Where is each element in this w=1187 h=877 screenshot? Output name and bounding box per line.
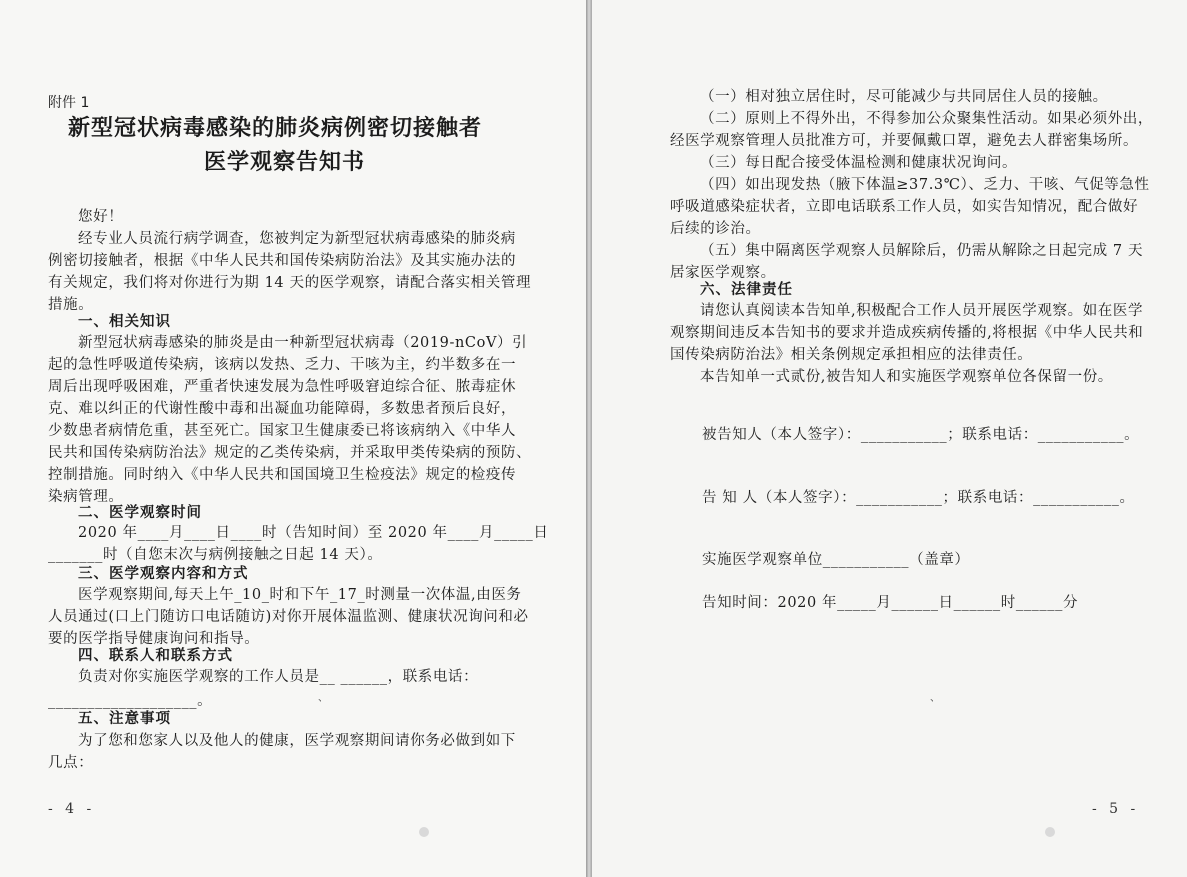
notes-line: 居家医学观察。 bbox=[670, 265, 776, 281]
page-number: - 5 - bbox=[1092, 801, 1140, 817]
legal-line: 国传染病防治法》相关条例规定承担相应的法律责任。 bbox=[670, 347, 1033, 363]
notes-line: （三）每日配合接受体温检测和健康状况询问。 bbox=[700, 155, 1018, 171]
paragraph-line: 控制措施。同时纳入《中华人民共和国国境卫生检疫法》规定的检疫传 bbox=[48, 467, 517, 483]
paragraph-line: 要的医学指导健康询问和指导。 bbox=[48, 631, 260, 647]
stray-mark: 、 bbox=[930, 693, 940, 704]
notes-line: （二）原则上不得外出，不得参加公众聚集性活动。如果必须外出， bbox=[700, 111, 1153, 127]
intro-line: 经专业人员流行病学调查，您被判定为新型冠状病毒感染的肺炎病 bbox=[78, 231, 516, 247]
stray-mark: 、 bbox=[318, 693, 328, 704]
paragraph-line: 周后出现呼吸困难，严重者快速发展为急性呼吸窘迫综合征、脓毒症休 bbox=[48, 379, 517, 395]
observation-unit-line: 实施医学观察单位___________（盖章） bbox=[702, 552, 970, 568]
document-title-line1: 新型冠状病毒感染的肺炎病例密切接触者 bbox=[68, 115, 483, 141]
notes-line: 后续的诊治。 bbox=[670, 221, 761, 237]
notes-line: 经医学观察管理人员批准方可，并要佩戴口罩，避免去人群密集场所。 bbox=[670, 133, 1139, 149]
page-number: - 4 - bbox=[48, 801, 96, 817]
intro-line: 例密切接触者，根据《中华人民共和国传染病防治法》及其实施办法的 bbox=[48, 253, 517, 269]
right-page bbox=[592, 0, 1187, 877]
paragraph-line: 新型冠状病毒感染的肺炎是由一种新型冠状病毒（2019-nCoV）引 bbox=[78, 335, 528, 351]
signature-notifier-line: 告 知 人（本人签字）：___________；联系电话：___________。 bbox=[702, 490, 1135, 506]
notes-line: 呼吸道感染症状者，立即电话联系工作人员，如实告知情况，配合做好 bbox=[670, 199, 1139, 215]
attachment-label: 附件 1 bbox=[48, 95, 90, 111]
paragraph-line: 几点： bbox=[48, 755, 94, 771]
section-heading-observation-content: 三、医学观察内容和方式 bbox=[78, 566, 249, 582]
notes-line: （四）如出现发热（腋下体温≥37.3℃）、乏力、干咳、气促等急性 bbox=[700, 177, 1150, 193]
paragraph-line: 为了您和您家人以及他人的健康，医学观察期间请你务必做到如下 bbox=[78, 733, 516, 749]
paragraph-line: 民共和国传染病防治法》规定的乙类传染病，并采取甲类传染病的预防、 bbox=[48, 445, 532, 461]
paragraph-line: 起的急性呼吸道传染病，该病以发热、乏力、干咳为主，约半数多在一 bbox=[48, 357, 517, 373]
legal-line: 观察期间违反本告知书的要求并造成疾病传播的,将根据《中华人民共和 bbox=[670, 325, 1144, 341]
greeting: 您好！ bbox=[78, 209, 124, 225]
paragraph-line: 克、难以纠正的代谢性酸中毒和出凝血功能障碍，多数患者预后良好， bbox=[48, 401, 517, 417]
section-heading-legal: 六、法律责任 bbox=[700, 282, 793, 298]
contact-line: ___________________。 bbox=[48, 693, 213, 709]
section-heading-knowledge: 一、相关知识 bbox=[78, 314, 171, 330]
section-heading-contact: 四、联系人和联系方式 bbox=[78, 648, 233, 664]
notes-line: （五）集中隔离医学观察人员解除后，仍需从解除之日起完成 7 天 bbox=[700, 243, 1144, 259]
paragraph-line: 染病管理。 bbox=[48, 489, 124, 505]
paper-smudge bbox=[419, 827, 429, 837]
notes-line: （一）相对独立居住时，尽可能减少与共同居住人员的接触。 bbox=[700, 89, 1108, 105]
notification-time-line: 告知时间：2020 年_____月______日______时______分 bbox=[702, 595, 1079, 611]
left-page bbox=[0, 0, 586, 877]
intro-line: 措施。 bbox=[48, 297, 94, 313]
intro-line: 有关规定，我们将对你进行为期 14 天的医学观察，请配合落实相关管理 bbox=[48, 275, 532, 291]
paragraph-line: 人员通过(口上门随访口电话随访)对你开展体温监测、健康状况询问和必 bbox=[48, 609, 529, 625]
signature-notified-line: 被告知人（本人签字）：___________；联系电话：___________。 bbox=[702, 427, 1140, 443]
observation-time-line: 2020 年____月____日____时（告知时间）至 2020 年____月_____日 bbox=[78, 525, 549, 541]
legal-line: 本告知单一式贰份,被告知人和实施医学观察单位各保留一份。 bbox=[700, 369, 1113, 385]
contact-line: 负责对你实施医学观察的工作人员是__ ______，联系电话： bbox=[78, 669, 479, 685]
document-title-line2: 医学观察告知书 bbox=[204, 149, 366, 175]
section-heading-observation-time: 二、医学观察时间 bbox=[78, 505, 202, 521]
paragraph-line: 医学观察期间,每天上午_10_时和下午_17_时测量一次体温,由医务 bbox=[78, 587, 522, 603]
observation-time-line: _______时（自您末次与病例接触之日起 14 天）。 bbox=[48, 547, 383, 563]
paper-smudge bbox=[1045, 827, 1055, 837]
paragraph-line: 少数患者病情危重，甚至死亡。国家卫生健康委已将该病纳入《中华人 bbox=[48, 423, 517, 439]
section-heading-notes: 五、注意事项 bbox=[78, 711, 171, 727]
legal-line: 请您认真阅读本告知单,积极配合工作人员开展医学观察。如在医学 bbox=[700, 303, 1144, 319]
